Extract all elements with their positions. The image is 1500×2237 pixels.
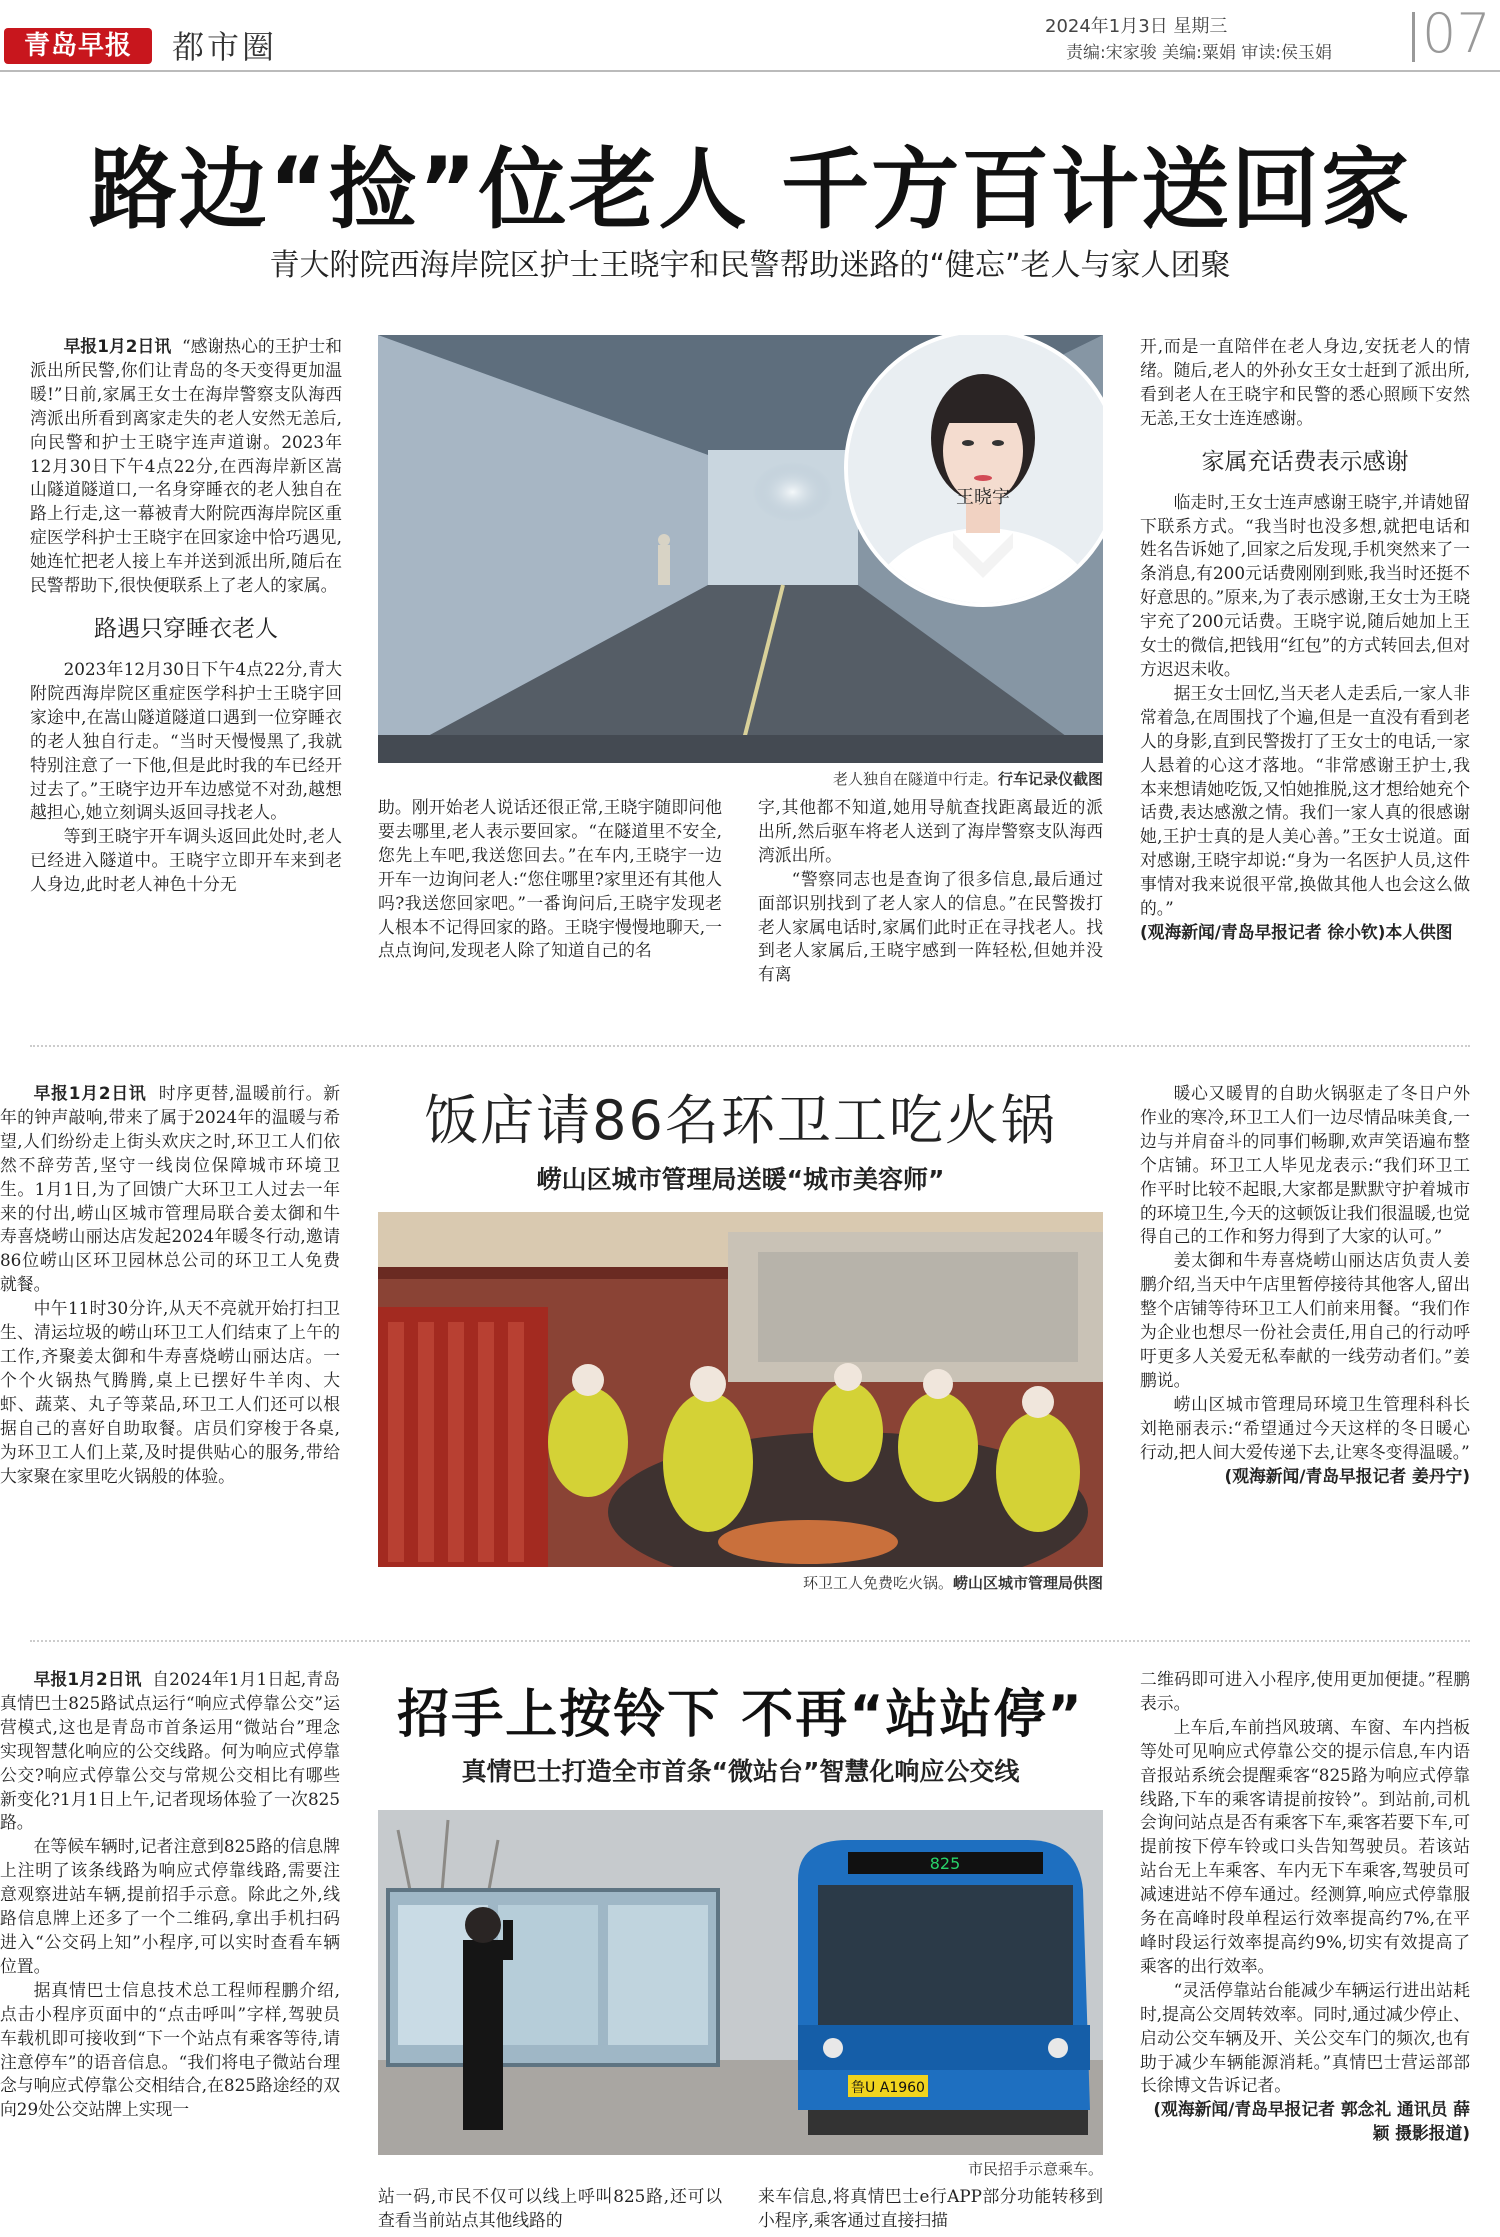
bus-destination-display: 825 (929, 1854, 961, 1873)
story1-column-4 (1140, 335, 1470, 945)
paragraph: 临走时,王女士连声感谢王晓宇,并请她留下联系方式。“我当时也没多想,就把电话和姓名告诉她了,回家之后发现,手机突然来了一条消息,有200元话费刚刚到账,我当时还挺不好意思的。”原来,为了表示感谢,王女士为王晓宇充了200元话费。王晓宇说,随后她加上王女士的微信,把钱用“红包”的方式转回去,但对方迟迟未收。 (1140, 491, 1470, 679)
caption-text: 老人独自在隧道中行走。 (832, 770, 998, 788)
story2-right-column (1140, 1082, 1470, 1488)
bus-illustration (378, 1810, 1103, 2155)
photo-caption: 市民招手示意乘车。 (967, 2160, 1103, 2178)
story2-left-column (0, 1082, 340, 1488)
paragraph: 自2024年1月1日起,青岛真情巴士825路试点运行“响应式停靠公交”运营模式,这也是青岛市首条运用“微站台”理念实现智慧化响应的公交线路。何为响应式停靠公交?响应式停靠公交与常规公交相比有哪些新变化?1月1日上午,记者现场体验了一次825路。 (0, 1669, 340, 1833)
section-name: 都市圈 (172, 28, 278, 66)
paragraph: 在等候车辆时,记者注意到825路的信息牌上注明了该条线路为响应式停靠线路,需要注意观察进站车辆,提前招手示意。除此之外,线路信息牌上还多了一个二维码,拿出手机扫码进入“公交码上知”小程序,可以实时查看车辆位置。 (0, 1836, 340, 1976)
hotpot-photo (378, 1212, 1103, 1567)
paragraph: “警察同志也是查询了很多信息,最后通过面部识别找到了老人家人的信息。”在民警拨打老人家属电话时,家属们此时正在寻找老人。找到老人家属后,王晓宇感到一阵轻松,但她并没有离 (758, 868, 1103, 985)
photo-caption (378, 1572, 1103, 1593)
story1-subhead: 青大附院西海岸院区护士王晓宇和民警帮助迷路的“健忘”老人与家人团聚 (269, 248, 1231, 283)
photo-caption (378, 768, 1103, 789)
portrait-name: 王晓宇 (956, 487, 1010, 508)
paragraph: 2023年12月30日下午4点22分,青大附院西海岸院区重症医学科护士王晓宇回家途中,在嵩山隧道隧道口遇到一位穿睡衣的老人独自行走。“当时天慢慢黑了,我就特别注意了一下他,但是此时我的车已经开过去了。”王晓宇边开车边感觉不对劲,越想越担心,她立刻调头返回寻找老人。 (30, 658, 342, 823)
story-divider (30, 1045, 1470, 1047)
paragraph: 据真情巴士信息技术总工程师程鹏介绍,点击小程序页面中的“点击呼叫”字样,驾驶员车载机即可接收到“下一个站点有乘客等待,请注意停车”的语音信息。“我们将电子微站台理念与响应式停靠公交相结合,在825路途经的双向29处公交站牌上实现一 (0, 1979, 340, 2120)
paragraph: 崂山区城市管理局环境卫生管理科科长刘艳丽表示:“希望通过今天这样的冬日暖心行动,把人间大爱传递下去,让寒冬变得温暖。” (1140, 1393, 1470, 1462)
header-divider (1412, 12, 1415, 62)
paragraph: 开,而是一直陪伴在老人身边,安抚老人的情绪。随后,老人的外孙女王女士赶到了派出所,看到老人在王晓宇和民警的悉心照顾下安然无恙,王女士连连感谢。 (1140, 336, 1470, 428)
page-number: 07 (1422, 2, 1491, 65)
paragraph: 时序更替,温暖前行。新年的钟声敲响,带来了属于2024年的温暖与希望,人们纷纷走上街头欢庆之时,环卫工人们依然不辞劳苦,坚守一线岗位保障城市环境卫生。1月1日,为了回馈广大环卫工人过去一年来的付出,崂山区城市管理局联合姜太御和牛寿喜烧崂山丽达店发起2024年暖冬行动,邀请86位崂山区环卫园林总公司的环卫工人免费就餐。 (0, 1083, 340, 1295)
byline: (观海新闻/青岛早报记者 郭念礼 通讯员 薛颖 摄影报道) (1153, 2099, 1470, 2144)
editor-credits: 责编:宋家骏 美编:粟娟 审读:侯玉娟 (1066, 43, 1332, 63)
hotpot-illustration (378, 1212, 1103, 1567)
kicker: 家属充话费表示感谢 (1201, 448, 1409, 475)
dateline: 早报1月2日讯 (33, 1083, 147, 1103)
paragraph: 助。刚开始老人说话还很正常,王晓宇随即问他要去哪里,老人表示要回家。“在隧道里不安全,您先上车吧,我送您回去。”在车内,王晓宇一边开车一边询问老人:“您住哪里?家里还有其他人吗?我送您回家吧。”一番询问后,王晓宇发现老人根本不记得回家的路。王晓宇慢慢地聊天,一点点询问,发现老人除了知道自己的名 (378, 797, 722, 961)
caption-text: 环卫工人免费吃火锅。 (802, 1574, 953, 1592)
byline: (观海新闻/青岛早报记者 姜丹宁) (1224, 1465, 1470, 1486)
story3-left-column (0, 1668, 340, 2122)
bus-photo (378, 1810, 1103, 2155)
paragraph: 站一码,市民不仅可以线上呼叫825路,还可以查看当前站点其他线路的 (378, 2186, 722, 2230)
story2-headline: 饭店请86名环卫工吃火锅 (424, 1089, 1057, 1152)
paragraph: 上车后,车前挡风玻璃、车窗、车内挡板等处可见响应式停靠公交的提示信息,车内语音报站系统会提醒乘客“825路为响应式停靠线路,下车的乘客请提前按铃”。到站前,司机会询问站点是否有乘客下车,乘客若要下车,可提前按下停车铃或口头告知驾驶员。若该站站台无上车乘客、车内无下车乘客,驾驶员可减速进站不停车通过。经测算,响应式停靠服务在高峰时段单程运行效率提高约7%,在平峰时段运行效率提高约9%,切实有效提高了乘客的出行效率。 (1140, 1716, 1470, 1976)
paragraph: 暖心又暖胃的自助火锅驱走了冬日户外作业的寒冷,环卫工人们一边尽情品味美食,一边与并肩奋斗的同事们畅聊,欢声笑语遍布整个店铺。环卫工人毕见龙表示:“我们环卫工作平时比较不起眼,大家都是默默守护着城市的环境卫生,今天的这顿饭让我们很温暖,也觉得自己的工作和努力得到了大家的认可。” (1140, 1083, 1470, 1247)
story1-headline: 路边“捡”位老人 千方百计送回家 (88, 138, 1412, 241)
story2-subhead: 崂山区城市管理局送暖“城市美容师” (536, 1165, 945, 1194)
paragraph: 二维码即可进入小程序,使用更加便捷。”程鹏表示。 (1140, 1669, 1470, 1713)
story-divider (30, 1640, 1470, 1642)
paragraph: “灵活停靠站台能减少车辆运行进出站耗时,提高公交周转效率。同时,通过减少停止、启动公交车辆及开、关公交车门的频次,也有助于减少车辆能源消耗。”真情巴士营运部部长徐博文告诉记者。 (1140, 1979, 1470, 2096)
paragraph: 等到王晓宇开车调头返回此处时,老人已经进入隧道中。王晓宇立即开车来到老人身边,此时老人神色十分无 (30, 826, 342, 895)
story3-mid-column-2 (758, 2185, 1103, 2233)
header-rule (0, 70, 1500, 72)
paragraph: 据王女士回忆,当天老人走丢后,一家人非常着急,在周围找了个遍,但是一直没有看到老人的身影,直到民警拨打了王女士的电话,一家人悬着的心这才落地。“非常感谢王护士,我本来想请她吃饭,又怕她推脱,这才想给她充个话费,表达感激之情。我们一家人真的很感谢她,王护士真的是人美心善。”王女士说道。面对感谢,王晓宇却说:“身为一名医护人员,这件事情对我来说很平常,换做其他人也会这么做的。” (1140, 682, 1470, 919)
paragraph: 中午11时30分许,从天不亮就开始打扫卫生、清运垃圾的崂山环卫工人们结束了上午的工作,齐聚姜太御和牛寿喜烧崂山丽达店。一个个火锅热气腾腾,桌上已摆好牛羊肉、大虾、蔬菜、丸子等菜品,环卫工人们还可以根据自己的喜好自助取餐。店员们穿梭于各桌,为环卫工人们上菜,及时提供贴心的服务,带给大家聚在家里吃火锅般的体验。 (0, 1298, 340, 1486)
paragraph: “感谢热心的王护士和派出所民警,你们让青岛的冬天变得更加温暖!”日前,家属王女士在海岸警察支队海西湾派出所看到离家走失的老人安然无恙后,向民警和护士王晓宇连声道谢。2023年12月30日下午4点22分,在西海岸新区嵩山隧道隧道口,一名身穿睡衣的老人独自在路上行走,这一幕被青大附院西海岸院区重症医学科护士王晓宇在回家途中恰巧遇见,她连忙把老人接上车并送到派出所,随后在民警帮助下,很快便联系上了老人的家属。 (30, 336, 342, 596)
paragraph: 字,其他都不知道,她用导航查找距离最近的派出所,然后驱车将老人送到了海岸警察支队海西湾派出所。 (758, 797, 1103, 865)
caption-credit: 崂山区城市管理局供图 (952, 1574, 1103, 1592)
paragraph: 来车信息,将真情巴士e行APP部分功能转移到小程序,乘客通过直接扫描 (758, 2186, 1103, 2230)
byline: (观海新闻/青岛早报记者 徐小钦)本人供图 (1140, 921, 1453, 942)
story1-column-1 (30, 335, 342, 897)
issue-date: 2024年1月3日 星期三 (1045, 16, 1228, 37)
dateline: 早报1月2日讯 (63, 336, 172, 356)
story3-mid-column-1 (378, 2185, 722, 2233)
paragraph: 姜太御和牛寿喜烧崂山丽达店负责人姜鹏介绍,当天中午店里暂停接待其他客人,留出整个店铺等待环卫工人们前来用餐。“我们作为企业也想尽一份社会责任,用自己的行动呼吁更多人关爱无私奉献的一线劳动者们。”姜鹏说。 (1140, 1250, 1470, 1390)
story3-subhead: 真情巴士打造全市首条“微站台”智慧化响应公交线 (461, 1757, 1020, 1786)
tunnel-photo (378, 335, 1103, 763)
dateline: 早报1月2日讯 (33, 1669, 142, 1689)
kicker: 路遇只穿睡衣老人 (94, 615, 278, 642)
caption-credit: 行车记录仪截图 (997, 770, 1103, 788)
bus-license-plate: 鲁U A1960 (851, 2080, 925, 2096)
story1-column-2 (378, 796, 722, 963)
portrait-illustration (848, 335, 1103, 603)
story1-column-3 (758, 796, 1103, 987)
story3-headline: 招手上按铃下 不再“站站停” (397, 1685, 1084, 1745)
newspaper-logo: 青岛早报 (4, 28, 152, 64)
story3-right-column (1140, 1668, 1470, 2146)
